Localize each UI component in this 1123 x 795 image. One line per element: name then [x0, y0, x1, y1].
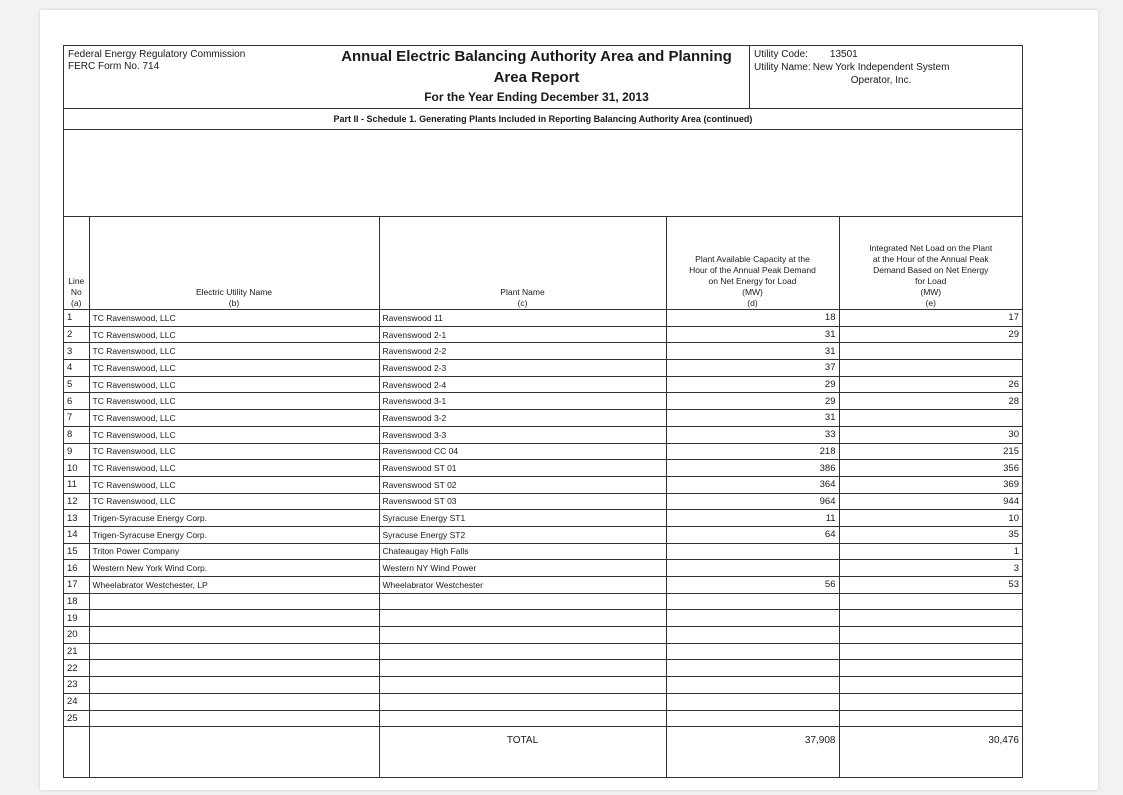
col-header-utility: Electric Utility Name (b)	[89, 217, 379, 310]
row-capacity	[666, 710, 839, 727]
row-line-number: 16	[64, 560, 89, 577]
row-net-load	[839, 593, 1022, 610]
row-utility-name: TC Ravenswood, LLC	[89, 426, 379, 443]
row-capacity	[666, 643, 839, 660]
row-net-load: 26	[839, 376, 1022, 393]
row-utility-name: TC Ravenswood, LLC	[89, 410, 379, 427]
form-header	[64, 46, 1022, 109]
row-plant-name	[379, 627, 666, 644]
row-net-load	[839, 693, 1022, 710]
total-netload: 30,476	[988, 735, 1019, 747]
utility-name-line1: New York Independent System	[812, 62, 950, 73]
row-plant-name	[379, 677, 666, 694]
row-plant-name: Ravenswood 3-3	[379, 426, 666, 443]
row-utility-name	[89, 610, 379, 627]
row-capacity: 29	[666, 393, 839, 410]
row-utility-name: TC Ravenswood, LLC	[89, 493, 379, 510]
table-row	[64, 526, 1022, 543]
row-plant-name: Ravenswood 11	[379, 310, 666, 327]
row-capacity	[666, 693, 839, 710]
table-row	[64, 326, 1022, 343]
row-net-load	[839, 677, 1022, 694]
row-net-load: 944	[839, 493, 1022, 510]
report-title-line2: Area Report	[493, 69, 580, 86]
row-plant-name: Ravenswood CC 04	[379, 443, 666, 460]
row-plant-name: Ravenswood 2-3	[379, 360, 666, 377]
row-utility-name	[89, 710, 379, 727]
row-line-number: 22	[64, 660, 89, 677]
table-row	[64, 443, 1022, 460]
row-capacity: 64	[666, 526, 839, 543]
total-row	[64, 727, 1022, 778]
row-net-load: 17	[839, 310, 1022, 327]
table-row	[64, 643, 1022, 660]
table-header-row	[64, 217, 1022, 310]
row-line-number: 14	[64, 526, 89, 543]
row-utility-name: Trigen-Syracuse Energy Corp.	[89, 510, 379, 527]
row-plant-name: Syracuse Energy ST2	[379, 526, 666, 543]
row-net-load	[839, 410, 1022, 427]
row-line-number: 15	[64, 543, 89, 560]
table-row	[64, 693, 1022, 710]
row-utility-name: Triton Power Company	[89, 543, 379, 560]
table-row	[64, 476, 1022, 493]
report-title-line1: Annual Electric Balancing Authority Area and Planning	[341, 48, 732, 65]
row-line-number: 12	[64, 493, 89, 510]
row-plant-name: Ravenswood 2-4	[379, 376, 666, 393]
row-line-number: 8	[64, 426, 89, 443]
table-row	[64, 610, 1022, 627]
table-row	[64, 510, 1022, 527]
report-subtitle: For the Year Ending December 31, 2013	[424, 90, 649, 104]
row-plant-name: Ravenswood 2-2	[379, 343, 666, 360]
row-net-load	[839, 610, 1022, 627]
table-row	[64, 710, 1022, 727]
utility-code-label: Utility Code:	[754, 49, 808, 60]
row-utility-name: TC Ravenswood, LLC	[89, 460, 379, 477]
total-line-cell	[64, 727, 89, 778]
col-header-capacity: Plant Available Capacity at the Hour of the Annual Peak Demand on Net Energy for Load (MW) (d)	[666, 217, 839, 310]
row-plant-name	[379, 593, 666, 610]
row-net-load: 369	[839, 476, 1022, 493]
row-capacity	[666, 560, 839, 577]
row-utility-name: TC Ravenswood, LLC	[89, 326, 379, 343]
row-capacity: 218	[666, 443, 839, 460]
row-line-number: 9	[64, 443, 89, 460]
row-plant-name: Ravenswood ST 03	[379, 493, 666, 510]
row-utility-name: Trigen-Syracuse Energy Corp.	[89, 526, 379, 543]
row-net-load: 28	[839, 393, 1022, 410]
row-plant-name: Chateaugay High Falls	[379, 543, 666, 560]
row-line-number: 17	[64, 577, 89, 594]
row-utility-name	[89, 643, 379, 660]
row-plant-name	[379, 710, 666, 727]
row-line-number: 23	[64, 677, 89, 694]
table-row	[64, 460, 1022, 477]
table-row	[64, 426, 1022, 443]
table-row	[64, 560, 1022, 577]
row-utility-name: TC Ravenswood, LLC	[89, 376, 379, 393]
document-page	[40, 10, 1098, 790]
row-utility-name: TC Ravenswood, LLC	[89, 443, 379, 460]
utility-block	[750, 46, 1022, 108]
row-utility-name	[89, 627, 379, 644]
table-row	[64, 660, 1022, 677]
blank-area	[64, 130, 1022, 217]
row-utility-name	[89, 660, 379, 677]
row-utility-name: TC Ravenswood, LLC	[89, 343, 379, 360]
row-plant-name: Ravenswood ST 01	[379, 460, 666, 477]
table-row	[64, 410, 1022, 427]
row-line-number: 5	[64, 376, 89, 393]
row-line-number: 6	[64, 393, 89, 410]
row-line-number: 19	[64, 610, 89, 627]
total-utility-cell	[89, 727, 379, 778]
utility-name-value	[813, 61, 950, 87]
row-net-load: 53	[839, 577, 1022, 594]
row-line-number: 4	[64, 360, 89, 377]
row-line-number: 13	[64, 510, 89, 527]
table-row	[64, 543, 1022, 560]
row-line-number: 7	[64, 410, 89, 427]
utility-name-label: Utility Name:	[754, 62, 811, 73]
row-capacity: 11	[666, 510, 839, 527]
ferc-form	[63, 45, 1023, 778]
row-capacity: 386	[666, 460, 839, 477]
table-body	[64, 310, 1022, 727]
row-capacity: 31	[666, 410, 839, 427]
table-row	[64, 343, 1022, 360]
row-utility-name	[89, 677, 379, 694]
row-plant-name: Ravenswood 3-2	[379, 410, 666, 427]
row-utility-name: Western New York Wind Corp.	[89, 560, 379, 577]
row-net-load: 3	[839, 560, 1022, 577]
row-capacity: 37	[666, 360, 839, 377]
agency-block	[64, 46, 324, 108]
form-number: FERC Form No. 714	[68, 61, 160, 72]
table-row	[64, 593, 1022, 610]
col-header-line: Line No (a)	[64, 217, 89, 310]
row-capacity: 364	[666, 476, 839, 493]
table-row	[64, 677, 1022, 694]
row-net-load	[839, 643, 1022, 660]
agency-name: Federal Energy Regulatory Commission	[68, 49, 246, 60]
row-plant-name	[379, 660, 666, 677]
row-plant-name: Ravenswood 2-1	[379, 326, 666, 343]
total-capacity: 37,908	[666, 727, 839, 778]
table-row	[64, 393, 1022, 410]
table-row	[64, 627, 1022, 644]
col-header-plant: Plant Name (c)	[379, 217, 666, 310]
row-capacity	[666, 677, 839, 694]
table-row	[64, 493, 1022, 510]
row-line-number: 24	[64, 693, 89, 710]
row-capacity: 31	[666, 343, 839, 360]
generating-plants-table	[64, 217, 1022, 777]
row-capacity	[666, 660, 839, 677]
row-net-load	[839, 710, 1022, 727]
col-header-netload: Integrated Net Load on the Plant at the Hour of the Annual Peak Demand Based on Net Energy for Load (MW) (e)	[839, 217, 1022, 310]
row-capacity: 964	[666, 493, 839, 510]
row-utility-name: TC Ravenswood, LLC	[89, 393, 379, 410]
row-capacity	[666, 543, 839, 560]
table-row	[64, 577, 1022, 594]
row-line-number: 21	[64, 643, 89, 660]
row-net-load: 29	[839, 326, 1022, 343]
row-plant-name: Syracuse Energy ST1	[379, 510, 666, 527]
row-capacity: 18	[666, 310, 839, 327]
utility-code-value: 13501	[829, 49, 858, 60]
row-capacity	[666, 610, 839, 627]
row-line-number: 2	[64, 326, 89, 343]
row-plant-name	[379, 693, 666, 710]
utility-name-line2: Operator, Inc.	[850, 75, 912, 86]
row-line-number: 3	[64, 343, 89, 360]
row-net-load	[839, 343, 1022, 360]
row-utility-name	[89, 693, 379, 710]
row-capacity: 56	[666, 577, 839, 594]
table-row	[64, 376, 1022, 393]
row-net-load: 30	[839, 426, 1022, 443]
row-plant-name: Ravenswood 3-1	[379, 393, 666, 410]
report-title-block	[324, 46, 750, 108]
total-label: TOTAL	[379, 727, 666, 778]
row-net-load: 35	[839, 526, 1022, 543]
row-line-number: 11	[64, 476, 89, 493]
row-plant-name: Western NY Wind Power	[379, 560, 666, 577]
row-net-load	[839, 660, 1022, 677]
row-utility-name: Wheelabrator Westchester, LP	[89, 577, 379, 594]
row-utility-name: TC Ravenswood, LLC	[89, 310, 379, 327]
row-capacity: 29	[666, 376, 839, 393]
row-utility-name: TC Ravenswood, LLC	[89, 360, 379, 377]
row-capacity	[666, 627, 839, 644]
row-net-load: 215	[839, 443, 1022, 460]
table-row	[64, 360, 1022, 377]
row-net-load: 10	[839, 510, 1022, 527]
row-utility-name: TC Ravenswood, LLC	[89, 476, 379, 493]
row-plant-name: Ravenswood ST 02	[379, 476, 666, 493]
row-plant-name	[379, 610, 666, 627]
row-plant-name	[379, 643, 666, 660]
row-capacity	[666, 593, 839, 610]
table-row	[64, 310, 1022, 327]
row-plant-name: Wheelabrator Westchester	[379, 577, 666, 594]
row-net-load	[839, 627, 1022, 644]
row-line-number: 18	[64, 593, 89, 610]
row-net-load	[839, 360, 1022, 377]
row-line-number: 20	[64, 627, 89, 644]
part-title: Part II - Schedule 1. Generating Plants Included in Reporting Balancing Authority Area (continued)	[64, 109, 1022, 130]
row-net-load: 1	[839, 543, 1022, 560]
row-line-number: 10	[64, 460, 89, 477]
row-utility-name	[89, 593, 379, 610]
row-net-load: 356	[839, 460, 1022, 477]
row-capacity: 31	[666, 326, 839, 343]
row-line-number: 1	[64, 310, 89, 327]
row-line-number: 25	[64, 710, 89, 727]
row-capacity: 33	[666, 426, 839, 443]
